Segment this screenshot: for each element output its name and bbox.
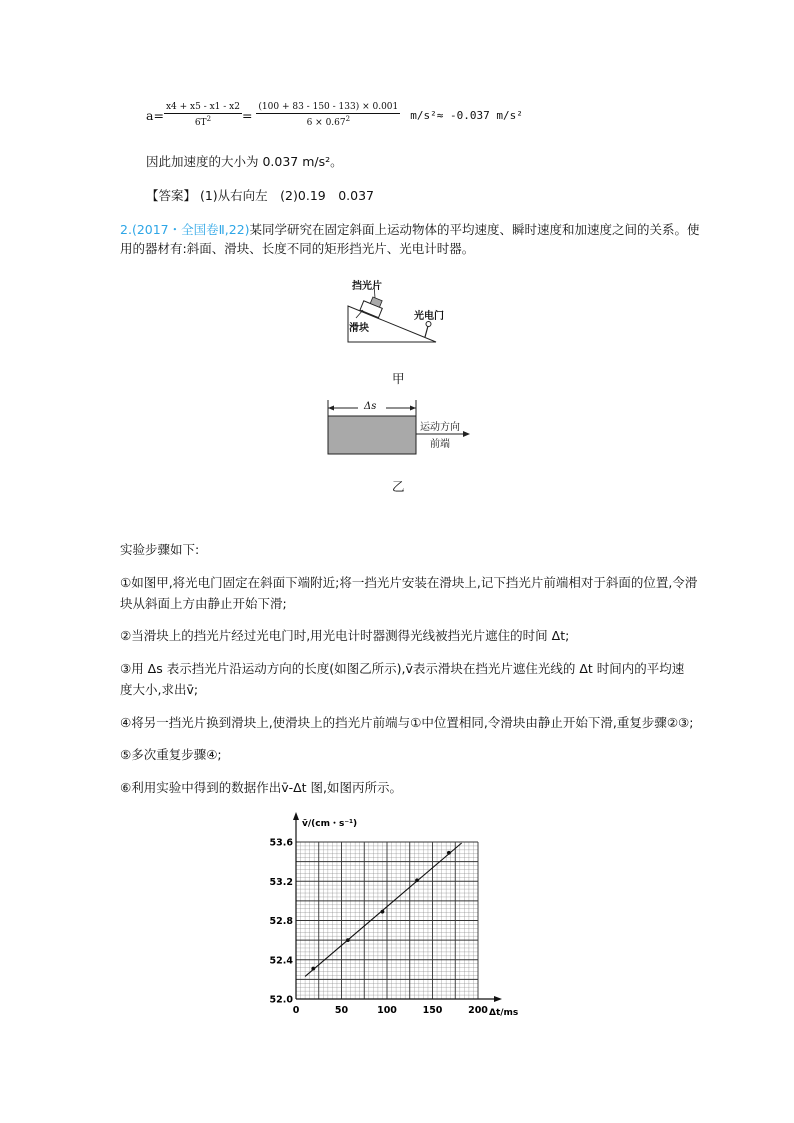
chart-y-axis-label: v̄/(cm・s⁻¹) xyxy=(302,819,358,829)
y-tick-label: 52.8 xyxy=(269,916,293,927)
step-6: ⑥利用实验中得到的数据作出v̄-Δt 图,如图丙所示。 xyxy=(120,780,403,795)
photogate-head xyxy=(426,322,431,327)
label-delta-s: Δs xyxy=(364,401,377,412)
formula-frac1-denominator: $6T^2$ xyxy=(164,113,242,129)
fit-line xyxy=(305,843,462,976)
x-tick-label: 50 xyxy=(334,1005,349,1016)
acceleration-formula xyxy=(146,102,523,129)
ds-arrowhead-right xyxy=(410,406,416,411)
formula-lhs: a= xyxy=(146,108,164,123)
caption-jia: 甲 xyxy=(392,371,405,386)
formula-fraction-1 xyxy=(164,102,242,129)
y-tick-label: 52.4 xyxy=(269,955,293,967)
formula-frac2-denominator: $6 \times 0.67^2$ xyxy=(256,113,400,129)
y-tick-label: 52.0 xyxy=(269,994,293,1006)
steps-intro: 实验步骤如下: xyxy=(120,542,200,557)
x-axis-arrowhead xyxy=(494,996,502,1002)
data-point xyxy=(447,851,451,855)
step-2: ②当滑块上的挡光片经过光电门时,用光电计时器测得光线被挡光片遮住的时间 Δt; xyxy=(120,628,570,643)
formula-frac2-numerator: (100 + 83 - 150 - 133) × 0.001 xyxy=(258,102,399,112)
question-number: 2. xyxy=(120,222,132,237)
question-line-1 xyxy=(120,221,700,238)
x-tick-label: 100 xyxy=(377,1005,397,1016)
answer-text: 【答案】 (1)从右向左 (2)0.19 0.037 xyxy=(146,188,375,203)
y-axis-arrowhead xyxy=(293,812,299,820)
x-tick-label: 200 xyxy=(468,1005,488,1016)
x-tick-label: 150 xyxy=(422,1005,443,1016)
x-tick-label: 0 xyxy=(292,1005,300,1016)
step-1-line-1: ①如图甲,将光电门固定在斜面下端附近;将一挡光片安装在滑块上,记下挡光片前端相对于斜面的位置,令滑 xyxy=(120,575,698,590)
chart-marks xyxy=(305,843,462,976)
data-point xyxy=(415,878,419,882)
direction-arrowhead xyxy=(463,431,470,437)
step-3-line-2: 度大小,求出v̄; xyxy=(120,682,199,697)
chart-axes xyxy=(293,812,502,1002)
formula-result: m/s²≈ -0.037 m/s² xyxy=(410,109,523,122)
label-direction: 运动方向 xyxy=(420,422,460,433)
step-1-line-2: 块从斜面上方由静止开始下滑; xyxy=(120,596,287,611)
step-5: ⑤多次重复步骤④; xyxy=(120,747,222,762)
formula-frac1-numerator: x4 + x5 - x1 - x2 xyxy=(165,102,240,112)
formula-fraction-2 xyxy=(256,102,400,129)
y-tick-label: 53.2 xyxy=(269,876,293,888)
step-4: ④将另一挡光片换到滑块上,使滑块上的挡光片前端与①中位置相同,令滑块由静止开始下滑,重复步骤②③; xyxy=(120,715,694,730)
question-text-1: 某同学研究在固定斜面上运动物体的平均速度、瞬时速度和加速度之间的关系。使 xyxy=(249,222,700,237)
question-line-2: 用的器材有:斜面、滑块、长度不同的矩形挡光片、光电计时器。 xyxy=(120,241,475,256)
chart-x-axis-label: Δt/ms xyxy=(489,1008,519,1018)
data-point xyxy=(311,967,315,971)
label-block: 滑块 xyxy=(349,323,369,334)
y-tick-label: 53.6 xyxy=(269,837,293,849)
data-point xyxy=(381,910,385,914)
data-point xyxy=(346,938,350,942)
label-shutter: 挡光片 xyxy=(352,281,382,292)
formula-equals: = xyxy=(241,108,253,123)
step-3-line-1: ③用 Δs 表示挡光片沿运动方向的长度(如图乙所示),v̄表示滑块在挡光片遮住光线的 Δt 时间内的平均速 xyxy=(120,661,685,676)
label-front-end: 前端 xyxy=(430,439,450,450)
photogate-stand xyxy=(425,326,428,337)
velocity-time-chart xyxy=(260,806,530,1020)
label-photogate: 光电门 xyxy=(414,311,444,322)
caption-yi: 乙 xyxy=(392,479,405,494)
question-source-link[interactable]: (2017・全国卷Ⅱ,22) xyxy=(131,222,250,237)
shutter-plate xyxy=(328,416,416,454)
ds-arrowhead-left xyxy=(328,406,334,411)
conclusion-text: 因此加速度的大小为 0.037 m/s²。 xyxy=(146,154,343,169)
